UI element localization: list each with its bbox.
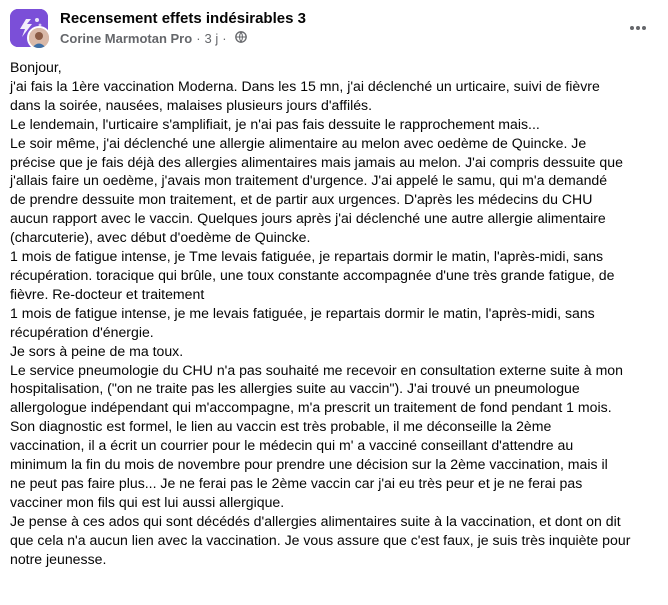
post-text-line: j'ai fais la 1ère vaccination Moderna. Dans les 15 mn, j'ai déclenché un urticaire, suivi de fièvre — [10, 77, 600, 94]
post-text-line: Le service pneumologie du CHU n'a pas souhaité me recevoir en consultation externe suite à mon — [10, 361, 623, 378]
post-text-line: 1 mois de fatigue intense, je Tme levais fatiguée, je repartais dormir le matin, l'après-midi, sans — [10, 248, 604, 265]
post-text-line: Bonjour, — [10, 59, 62, 75]
post-text-line: notre jeunesse. — [10, 550, 107, 567]
post-text-line: Je sors à peine de ma toux. — [10, 342, 184, 359]
globe-icon — [235, 31, 247, 46]
post-text — [10, 58, 660, 568]
post-text-line: hospitalisation, ("on ne traite pas les allergies suite au vaccin"). J'ai trouvé un pneumologue — [10, 380, 580, 397]
post-text-line: Son diagnostic est formel, le lien au vaccin est très probable, il me déconseille la 2ème — [10, 418, 552, 435]
post-time[interactable]: 3 j — [204, 31, 219, 46]
post-text-line: dans la soirée, nausées, malaises plusieurs jours d'affilés. — [10, 96, 373, 113]
post-text-line: vacciner mon fils qui est lui aussi allergique. — [10, 493, 285, 510]
group-title[interactable]: Recensement effets indésirables 3 — [60, 10, 306, 27]
post-text-line: Le soir même, j'ai déclenché une allergie alimentaire au melon avec oedème de Quincke. Je — [10, 134, 587, 151]
post-text-line: aucun rapport avec le vaccin. Quelques jours après j'ai déclenché une autre allergie alimentaire — [10, 210, 606, 227]
post-text-line: ne peut pas faire plus... Je ne ferai pas le 2ème vaccin car j'ai eu très peur et je ne ferai pas — [10, 474, 583, 491]
post-text-line: allergologue indépendant qui m'accompagne, m'a prescrit un traitement de fond pendant 1 mois. — [10, 399, 612, 416]
post-text-line: Je pense à ces ados qui sont décédés d'allergies alimentaires suite à la vaccination, et dont on dit — [10, 512, 621, 529]
post-text-line: Le lendemain, l'urticaire s'amplifiait, je n'ai pas fais dessuite le rapprochement mais... — [10, 115, 540, 132]
post-text-line: vaccination, il a écrit un courrier pour le médecin qui m' a vacciné conseillant d'attendre au — [10, 437, 574, 454]
meta-separator-2: · — [222, 31, 227, 46]
post-text-line: récupération. toracique qui brûle, une toux constante accompagnée d'une très grande fatigue, de — [10, 266, 615, 283]
author-name[interactable]: Corine Marmotan Pro — [60, 31, 193, 46]
avatar-group[interactable] — [10, 9, 48, 47]
post-meta — [60, 31, 247, 46]
post-text-line: récupération d'énergie. — [10, 323, 154, 340]
post-text-line: 1 mois de fatigue intense, je me levais fatiguée, je repartais dormir le matin, l'après-midi, sans — [10, 304, 595, 321]
post-text-line: (charcuterie), avec début d'oedème de Quincke. — [10, 229, 311, 246]
post-text-line: de prendre dessuite mon traitement, et de partir aux urgences. D'après les médecins du CHU — [10, 191, 593, 208]
avatar[interactable] — [27, 26, 51, 50]
post-text-line: minimum la fin du mois de novembre pour prendre une décision sur la 2ème vaccination, mais il — [10, 456, 608, 473]
post-text-line: fièvre. Re-docteur et traitement — [10, 285, 205, 302]
more-options-icon[interactable] — [626, 18, 650, 38]
post-text-line: j'allais faire un oedème, j'avais mon traitement d'urgence. J'ai appelé le samu, qui m'a demandé — [10, 172, 608, 189]
post-text-line: que cela n'a aucun lien avec la vaccination. Je vous assure que c'est faux, je suis très inquiète pour — [10, 531, 631, 548]
post-text-line: précise que je fais déjà des allergies alimentaires mais jamais au melon. J'ai compris dessuite que — [10, 153, 623, 170]
post-header — [10, 8, 658, 52]
meta-separator: · — [196, 31, 201, 46]
